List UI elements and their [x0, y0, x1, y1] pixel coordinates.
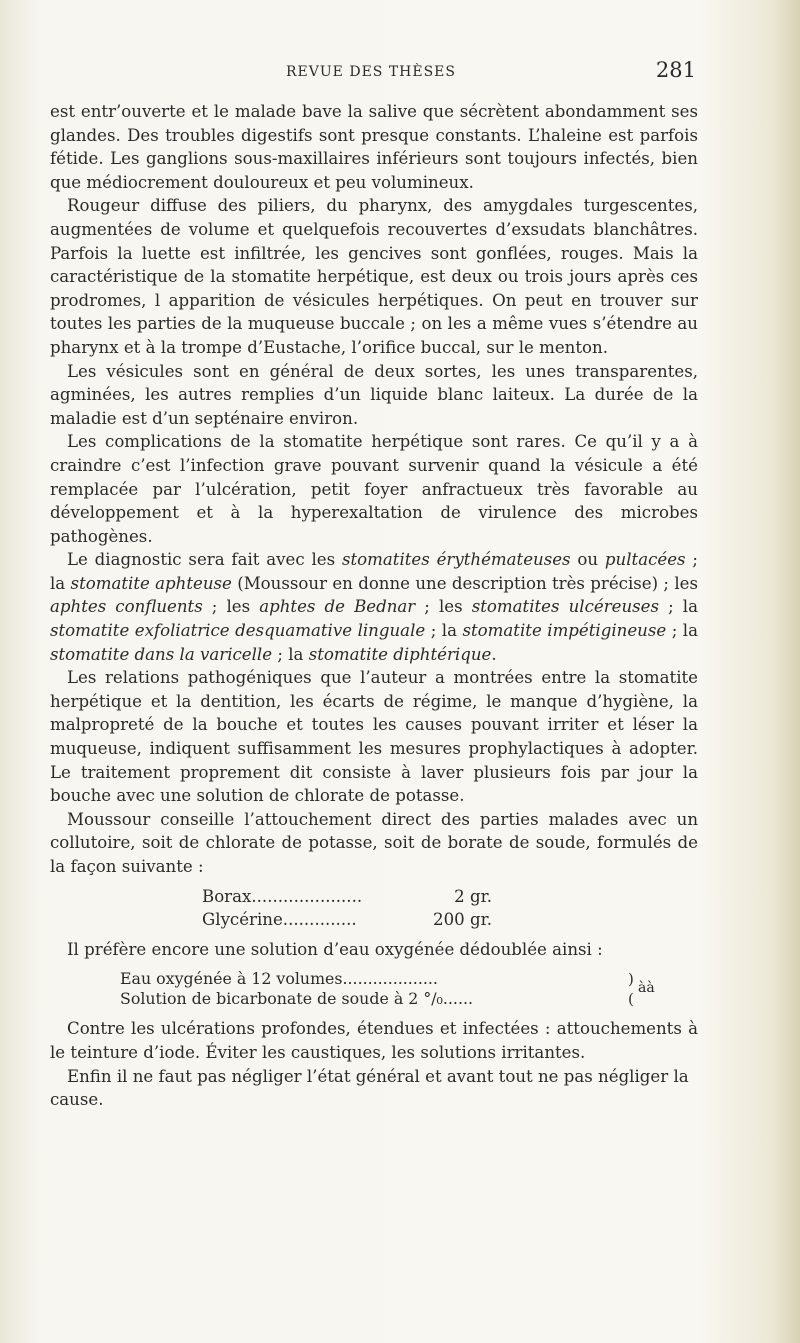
body-text	[50, 100, 698, 1112]
diagnosis-text: ; la	[659, 597, 698, 617]
diagnosis-term: pultacées	[604, 550, 686, 570]
diagnosis-text: ; la	[50, 550, 698, 593]
paragraph: Les complications de la stomatite herpétique sont rares. Ce qu’il y a à craindre c’est l’infection grave pouvant survenir quand la vésicule a été remplacée par l’ulcération, petit foyer anfractueux très favorable au développement et à la hyperexaltation de virulence des microbes pathogènes.	[50, 432, 698, 546]
diagnosis-term: stomatite diphtérique	[308, 644, 492, 664]
diagnosis-text: Le diagnostic sera fait avec les	[67, 550, 342, 570]
diagnosis-text: ; les	[202, 597, 260, 617]
diagnosis-text: (Moussour en donne une description très précise) ; les	[231, 573, 698, 593]
paragraph: Rougeur diffuse des piliers, du pharynx, des amygdales turgescentes, augmentées de volume et quelquefois recouvertes d’exsudats blanchâtres. Parfois la luette est infiltrée, les gencives sont gonflées, rouges. Mais la caractéristique de la stomatite herpétique, est deux ou trois jours après ces prodromes, l apparition de vésicules herpétiques. On peut en trouver sur toutes les parties de la muqueuse buccale ; on les a même vues s’étendre au pharynx et à la trompe d’Eustache, l’orifice buccal, sur le menton.	[50, 196, 698, 357]
recipe-row	[202, 908, 698, 932]
recipe-ingredient: Glycérine..............	[202, 910, 357, 930]
diagnosis-text: ; la	[425, 621, 463, 641]
diagnosis-text: ou	[570, 550, 605, 570]
solution-formula	[120, 969, 698, 1009]
paragraph: Les vésicules sont en général de deux sortes, les unes transparentes, agminées, les autres remplies d’un liquide blanc laiteux. La durée de la maladie est d’un septénaire environ.	[50, 361, 698, 428]
diagnosis-term: aphtes de Bednar	[259, 597, 416, 617]
brace-top: )	[628, 970, 634, 989]
diagnosis-term: stomatite aphteuse	[70, 573, 232, 593]
recipe-ingredient: Borax.....................	[202, 886, 363, 906]
diagnosis-term: stomatites ulcéreuses	[471, 597, 660, 617]
page-header	[50, 58, 700, 88]
recipe-row	[202, 885, 698, 909]
paragraph: Moussour conseille l’attouchement direct des parties malades avec un collutoire, soit de chlorate de potasse, soit de borate de soude, formulés de la façon suivante :	[50, 809, 698, 876]
diagnosis-term: stomatites érythémateuses	[341, 550, 571, 570]
diagnosis-term: stomatite exfoliatrice desquamative linguale	[50, 621, 426, 641]
paragraph: Enfin il ne faut pas négliger l’état général et avant tout ne pas négliger la cause.	[50, 1066, 689, 1110]
solution-line: Eau oxygénée à 12 volumes...................	[120, 969, 438, 989]
solution-line: Solution de bicarbonate de soude à 2 °/₀......	[120, 989, 474, 1009]
brace-icon	[628, 969, 634, 1009]
diagnosis-term: stomatite impétigineuse	[462, 621, 667, 641]
diagnosis-text: ; la	[272, 644, 309, 664]
paragraph: Il préfère encore une solution d’eau oxygénée dédoublée ainsi :	[67, 939, 603, 959]
diagnosis-text: ; la	[666, 621, 698, 641]
paragraph: Les relations pathogéniques que l’auteur a montrées entre la stomatite herpétique et la dentition, les écarts de régime, le manque d’hygiène, la malpropreté de la bouche et toutes les causes pouvant irriter et léser la muqueuse, indiquent suffisamment les mesures prophylactiques à adopter. Le traitement proprement dit consiste à laver plusieurs fois par jour la bouche avec une solution de chlorate de potasse.	[50, 668, 698, 806]
brace-bottom: (	[628, 990, 634, 1009]
paragraph-diagnosis	[50, 548, 698, 666]
recipe-dose: 2 gr.	[454, 886, 492, 906]
recipe-formula	[202, 885, 698, 932]
paragraph: Contre les ulcérations profondes, étendues et infectées : attouchements à le teinture d’iode. Éviter les caustiques, les solutions irritantes.	[50, 1019, 698, 1062]
diagnosis-term: aphtes confluents	[50, 597, 203, 617]
diagnosis-term: stomatite dans la varicelle	[50, 644, 273, 664]
diagnosis-text: ; les	[415, 597, 472, 617]
paragraph: est entr’ouverte et le malade bave la salive que sécrètent abondamment ses glandes. Des troubles digestifs sont presque constants. L’haleine est parfois fétide. Les ganglions sous-maxillaires inférieurs sont toujours infectés, bien que médiocrement douloureux et peu volumineux.	[50, 102, 698, 192]
diagnosis-text: .	[491, 644, 497, 664]
solution-quantity: àà	[638, 980, 655, 997]
running-title: REVUE DES THÈSES	[286, 64, 456, 80]
recipe-dose: 200 gr.	[433, 910, 492, 930]
page-number: 281	[655, 58, 696, 82]
